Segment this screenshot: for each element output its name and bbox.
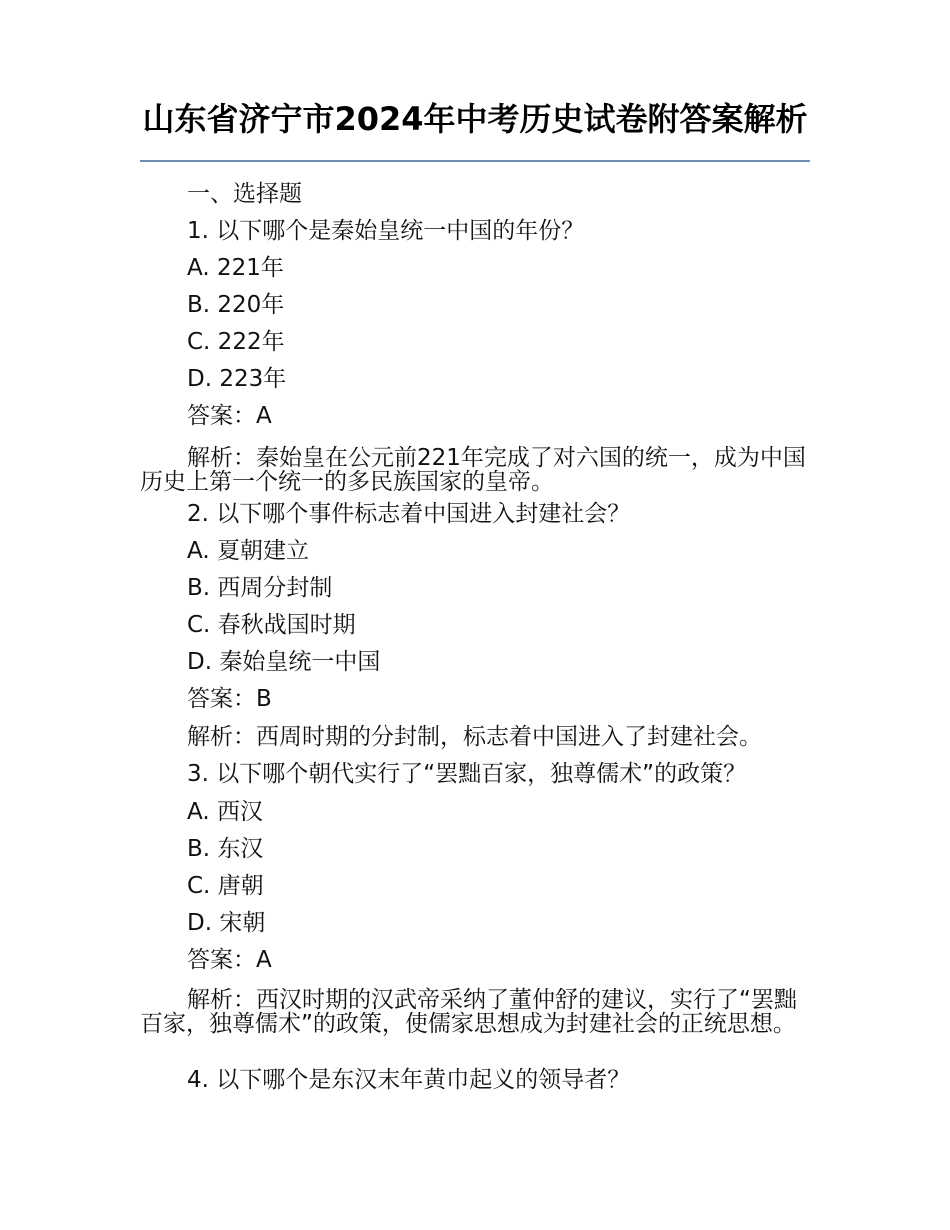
q2-explanation: 解析：西周时期的分封制，标志着中国进入了封建社会。 bbox=[187, 724, 762, 750]
q1-option-c: C. 222年 bbox=[187, 329, 285, 355]
question-4: 4. 以下哪个是东汉末年黄巾起义的领导者？ bbox=[187, 1067, 631, 1093]
q1-explanation: 解析：秦始皇在公元前221年完成了对六国的统一，成为中国历史上第一个统一的多民族国家的皇帝。 bbox=[140, 445, 806, 495]
q2-option-b: B. 西周分封制 bbox=[187, 575, 333, 601]
q2-option-a: A. 夏朝建立 bbox=[187, 538, 309, 564]
q3-option-c: C. 唐朝 bbox=[187, 873, 264, 899]
title-underline bbox=[140, 160, 810, 162]
q3-option-a: A. 西汉 bbox=[187, 799, 263, 825]
q3-explanation: 解析：西汉时期的汉武帝采纳了董仲舒的建议，实行了“罢黜百家，独尊儒术”的政策，使儒家思想成为封建社会的正统思想。 bbox=[140, 987, 797, 1037]
document-title: 山东省济宁市2024年中考历史试卷附答案解析 bbox=[142, 100, 808, 138]
question-2: 2. 以下哪个事件标志着中国进入封建社会？ bbox=[187, 501, 631, 527]
q2-option-c: C. 春秋战国时期 bbox=[187, 612, 356, 638]
section-heading: 一、选择题 bbox=[187, 181, 302, 207]
q3-option-d: D. 宋朝 bbox=[187, 910, 266, 936]
q1-option-b: B. 220年 bbox=[187, 292, 285, 318]
question-1: 1. 以下哪个是秦始皇统一中国的年份？ bbox=[187, 218, 585, 244]
q1-option-a: A. 221年 bbox=[187, 255, 284, 281]
q1-option-d: D. 223年 bbox=[187, 366, 287, 392]
q3-option-b: B. 东汉 bbox=[187, 836, 264, 862]
q3-answer: 答案：A bbox=[187, 947, 272, 973]
q2-option-d: D. 秦始皇统一中国 bbox=[187, 649, 381, 675]
q2-answer: 答案：B bbox=[187, 686, 272, 712]
q1-answer: 答案：A bbox=[187, 403, 272, 429]
question-3: 3. 以下哪个朝代实行了“罢黜百家，独尊儒术”的政策？ bbox=[187, 761, 747, 787]
